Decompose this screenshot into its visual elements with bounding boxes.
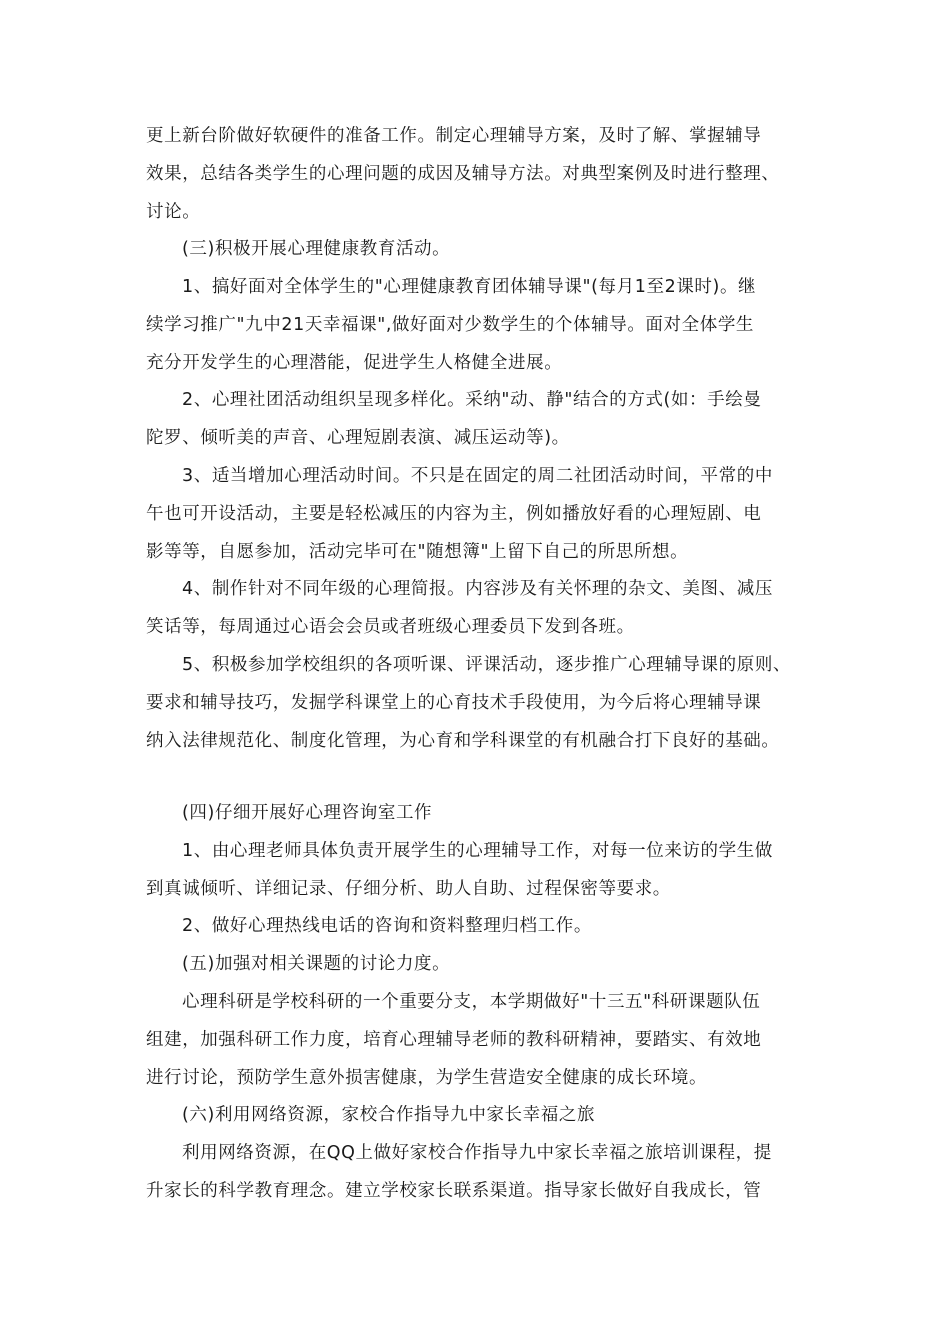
text-line: 2、心理社团活动组织呈现多样化。采纳"动、静"结合的方式(如：手绘曼: [182, 390, 762, 410]
text-line: 3、适当增加心理活动时间。不只是在固定的周二社团活动时间，平常的中: [182, 466, 773, 486]
text-line: 纳入法律规范化、制度化管理，为心育和学科课堂的有机融合打下良好的基础。: [146, 731, 780, 751]
text-line: 心理科研是学校科研的一个重要分支，本学期做好"十三五"科研课题队伍: [182, 992, 761, 1012]
text-line: 5、积极参加学校组织的各项听课、评课活动，逐步推广心理辅导课的原则、: [182, 655, 792, 675]
section-heading: (三)积极开展心理健康教育活动。: [182, 239, 451, 259]
text-line: 1、搞好面对全体学生的"心理健康教育团体辅导课"(每月1至2课时)。继: [182, 277, 757, 297]
text-line: 1、由心理老师具体负责开展学生的心理辅导工作，对每一位来访的学生做: [182, 841, 773, 861]
text-line: 陀罗、倾听美的声音、心理短剧表演、减压运动等)。: [146, 428, 570, 448]
text-line: 午也可开设活动，主要是轻松减压的内容为主，例如播放好看的心理短剧、电: [146, 504, 762, 524]
text-line: 笑话等，每周通过心语会会员或者班级心理委员下发到各班。: [146, 617, 635, 637]
section-heading: (六)利用网络资源，家校合作指导九中家长幸福之旅: [182, 1105, 596, 1125]
text-line: 到真诚倾听、详细记录、仔细分析、助人自助、过程保密等要求。: [146, 879, 671, 899]
text-line: 利用网络资源，在QQ上做好家校合作指导九中家长幸福之旅培训课程，提: [182, 1143, 772, 1163]
text-line: 2、做好心理热线电话的咨询和资料整理归档工作。: [182, 916, 592, 936]
text-line: 进行讨论，预防学生意外损害健康，为学生营造安全健康的成长环境。: [146, 1068, 708, 1088]
text-line: 组建，加强科研工作力度，培育心理辅导老师的教科研精神，要踏实、有效地: [146, 1030, 762, 1050]
text-line: 效果，总结各类学生的心理问题的成因及辅导方法。对典型案例及时进行整理、: [146, 164, 780, 184]
text-line: 4、制作针对不同年级的心理简报。内容涉及有关怀理的杂文、美图、减压: [182, 579, 773, 599]
section-heading: (四)仔细开展好心理咨询室工作: [182, 803, 433, 823]
text-line: 更上新台阶做好软硬件的准备工作。制定心理辅导方案，及时了解、掌握辅导: [146, 126, 762, 146]
section-heading: (五)加强对相关课题的讨论力度。: [182, 954, 451, 974]
text-line: 影等等，自愿参加，活动完毕可在"随想簿"上留下自己的所思所想。: [146, 542, 689, 562]
text-line: 续学习推广"九中21天幸福课",做好面对少数学生的个体辅导。面对全体学生: [146, 315, 755, 335]
text-line: 充分开发学生的心理潜能，促进学生人格健全进展。: [146, 353, 563, 373]
text-line: 要求和辅导技巧，发掘学科课堂上的心育技术手段使用，为今后将心理辅导课: [146, 693, 762, 713]
text-line: 讨论。: [146, 202, 201, 222]
text-line: 升家长的科学教育理念。建立学校家长联系渠道。指导家长做好自我成长，管: [146, 1181, 762, 1201]
